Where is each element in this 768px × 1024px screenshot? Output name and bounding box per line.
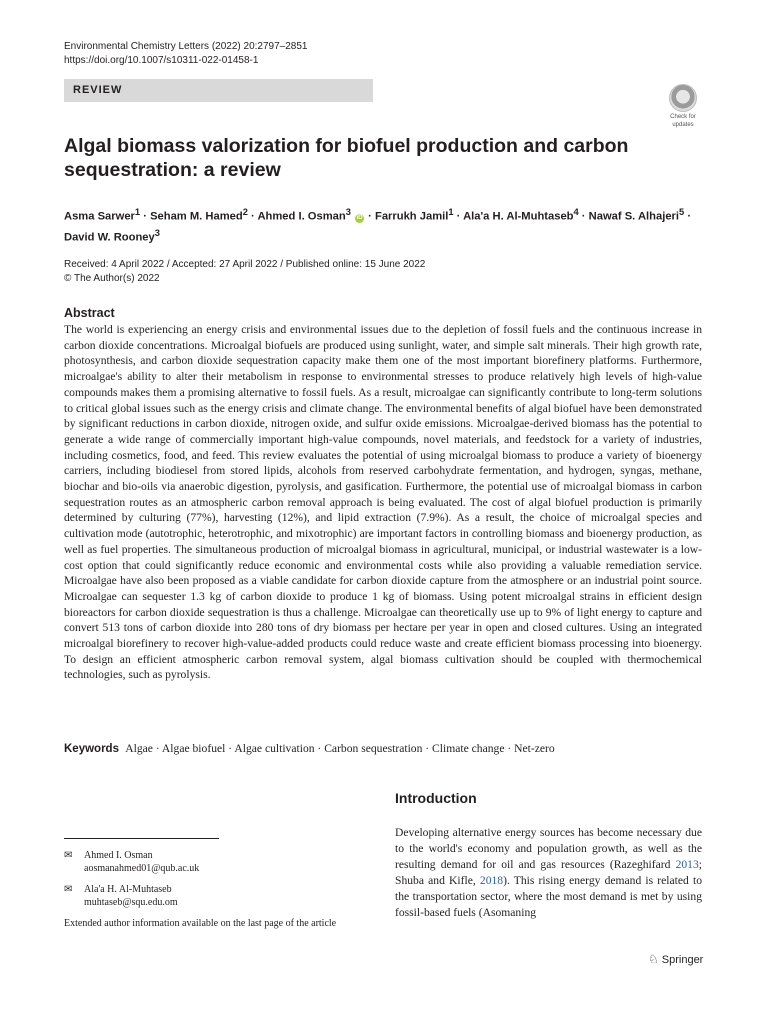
keywords-heading: Keywords: [64, 743, 119, 755]
publication-dates: [64, 258, 425, 286]
author-affiliation: 3: [154, 227, 160, 238]
contact-email[interactable]: muhtaseb@squ.edu.om: [84, 897, 178, 908]
springer-horse-icon: ♘: [648, 952, 659, 966]
author-affiliation: 4: [573, 207, 579, 217]
check-for-updates-badge[interactable]: [664, 84, 702, 128]
author-name[interactable]: Ala'a H. Al-Muhtaseb: [463, 210, 574, 223]
check-for-updates-label-1: Check for: [670, 114, 696, 120]
author-affiliation: 1: [134, 207, 141, 217]
keywords-list: Algae · Algae biofuel · Algae cultivation · Carbon sequestration · Climate change · Net-zero: [125, 742, 555, 755]
author-name[interactable]: Nawaf S. Alhajeri: [588, 210, 680, 223]
intro-text-part: ). This rising energy demand is related to the transportation sector, where the most demand is met by using fossil-based fuels (Asomaning: [395, 873, 702, 919]
author-name[interactable]: Asma Sarwer: [64, 210, 135, 223]
copyright-line: © The Author(s) 2022: [64, 273, 160, 284]
check-for-updates-icon: [669, 84, 697, 112]
footnote-divider: [64, 838, 219, 839]
dates-line: Received: 4 April 2022 / Accepted: 27 April 2022 / Published online: 15 June 2022: [64, 259, 426, 270]
contact-email[interactable]: aosmanahmed01@qub.ac.uk: [84, 863, 200, 874]
contact-name: Ala'a H. Al-Muhtaseb: [84, 884, 172, 895]
check-for-updates-label-2: updates: [672, 122, 694, 128]
orcid-icon[interactable]: iD: [356, 214, 363, 221]
envelope-icon: ✉: [64, 850, 73, 861]
author-affiliation: 2: [242, 207, 248, 217]
journal-header: [64, 40, 307, 68]
contact-entry: [64, 883, 374, 909]
author-name[interactable]: Seham M. Hamed: [150, 210, 243, 223]
journal-citation: Environmental Chemistry Letters (2022) 20:2797–2851: [64, 41, 308, 52]
extended-author-note: Extended author information available on the last page of the article: [64, 918, 337, 929]
citation-link[interactable]: 2018: [479, 873, 504, 887]
author-affiliation: 5: [679, 207, 685, 217]
corresponding-authors: [64, 849, 374, 930]
doi-link[interactable]: https://doi.org/10.1007/s10311-022-01458-1: [64, 55, 259, 66]
publisher-logo: [648, 952, 703, 966]
intro-text-part: ; Shuba and Kifle,: [395, 857, 702, 887]
introduction-text: [395, 825, 702, 920]
abstract-heading: Abstract: [64, 306, 115, 320]
keywords: [64, 742, 555, 755]
publisher-name: Springer: [661, 954, 704, 966]
citation-link[interactable]: 2013: [675, 857, 699, 871]
contact-name: Ahmed I. Osman: [84, 850, 153, 861]
author-name[interactable]: Ahmed I. Osman: [257, 210, 346, 223]
author-affiliation: 1: [448, 207, 454, 217]
article-title: Algal biomass valorization for biofuel production and carbon sequestration: a review: [64, 135, 629, 181]
envelope-icon: ✉: [64, 884, 73, 895]
introduction-heading: Introduction: [395, 790, 477, 806]
article-type-banner: REVIEW: [64, 79, 373, 102]
abstract-text: The world is experiencing an energy crisis and environmental issues due to the depletion of fossil fuels and the continuous increase in carbon dioxide concentrations. Microalgal biofuels are produced using sunlight, water, and simple salt minerals. Their high growth rate, photosynthesis, and carbon dioxide sequestration capacity make them one of the most important biorefinery platforms. Furthermore, microalgae's ability to alter their metabolism in response to environmental stresses to produce relatively high levels of high-value compounds makes them a promising alternative to fossil fuels. As a result, microalgae can significantly contribute to long-term solutions to critical global issues such as the energy crisis and climate change. The environmental benefits of algal biofuel have been demonstrated by significant reductions in carbon dioxide, nitrogen oxide, and sulfur oxide emissions. Microalgae-derived biomass has the potential to generate a wide range of commercially important high-value compounds, novel materials, and feedstock for a variety of industries, including cosmetics, food, and feed. This review evaluates the potential of using microalgal biomass to produce a variety of bioenergy carriers, including biodiesel from stored lipids, alcohols from reserved carbohydrate fermentation, and hydrogen, syngas, methane, biochar and bio-oils via anaerobic digestion, pyrolysis, and gasification. Furthermore, the potential use of microalgal biomass in carbon sequestration routes as an atmospheric carbon removal approach is being evaluated. The cost of algal biofuel production is primarily determined by culturing (77%), harvesting (12%), and lipid extraction (7.9%). As a result, the choice of microalgal species and cultivation mode (autotrophic, heterotrophic, and mixotrophic) are important factors in controlling biomass and bioenergy production, as well as fuel properties. The simultaneous production of microalgal biomass in agricultural, municipal, or industrial wastewater is a low-cost option that could significantly reduce economic and environmental costs while also providing a valuable remediation service. Microalgae have also been proposed as a viable candidate for carbon dioxide capture from the atmosphere or an industrial point source. Microalgae can sequester 1.3 kg of carbon dioxide to produce 1 kg of biomass. Using potent microalgal strains in efficient design bioreactors for carbon dioxide sequestration is thus a challenge. Microalgae can theoretically use up to 9% of light energy to capture and convert 513 tons of carbon dioxide into 280 tons of dry biomass per hectare per year in open and closed cultures. Using an integrated microalgal biorefinery to recover high-value-added products could reduce waste and create efficient biomass processing into bioenergy. To design an efficient atmospheric carbon removal system, algal biomass cultivation should be coupled with thermochemical technologies, such as pyrolysis.: [64, 323, 702, 682]
author-list: Asma Sarwer$^1$ · Seham M. Hamed$^2$ · Ahmed I. Osman$^3$ iD · Farrukh Jamil$^1$ · Ala'a H. Al-Muhtaseb$^4$ · Nawaf S. Alhajeri$^5$ · David W. Rooney$^3$: [64, 207, 692, 244]
author-name[interactable]: Farrukh Jamil: [374, 210, 449, 223]
intro-text-part: Developing alternative energy sources has become necessary due to the world's economy and population growth, as well as the resulting demand for oil and gas resources (Razeghifard: [395, 826, 702, 871]
author-affiliation: 3: [345, 207, 351, 217]
author-name[interactable]: David W. Rooney: [64, 231, 155, 244]
contact-entry: [64, 849, 374, 875]
